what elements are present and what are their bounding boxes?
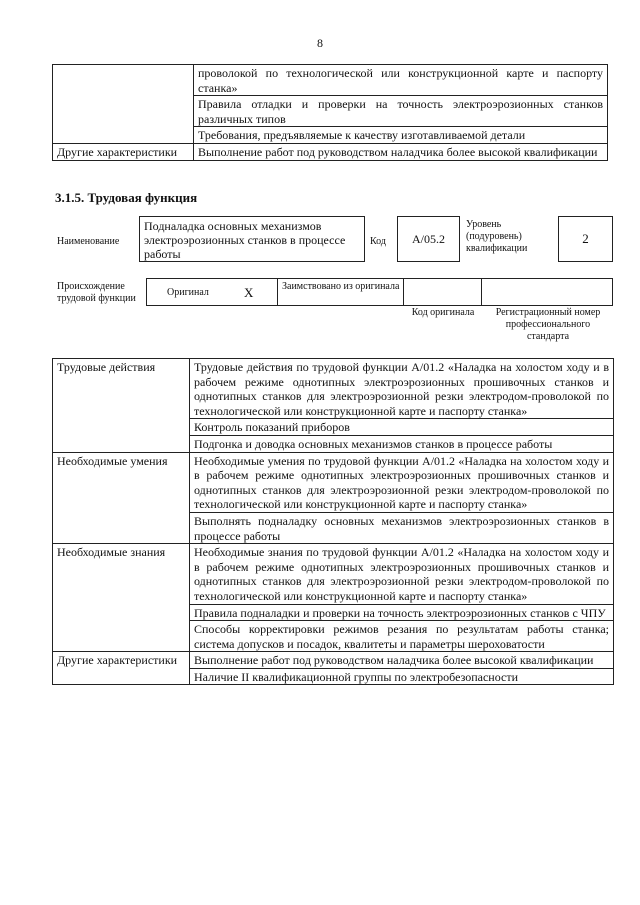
group-label-other: Другие характеристики [53, 652, 190, 685]
row-text: Трудовые действия по трудовой функции А/01.2 «Наладка на холостом ходу и в рабочем режиме однотипных электроэрозионных прошивочных станков и однотипных станков для электроэрозионной резки электродом-проволокой по технологической или конструкционной карте и паспорту станка» [190, 359, 614, 419]
original-mark: X [244, 285, 254, 300]
level-label: Уровень (подуровень) квалификации [466, 219, 528, 254]
function-code: А/05.2 [412, 232, 445, 246]
table-row [53, 359, 614, 419]
page-number: 8 [317, 36, 323, 50]
origin-code-cell [403, 278, 482, 306]
table-row [53, 143, 608, 160]
original-label: Оригинал [167, 287, 209, 298]
row-text: Требования, предъявляемые к качеству изготавливаемой детали [194, 127, 608, 144]
table-row [53, 65, 608, 96]
code-label: Код [370, 236, 386, 247]
row-text: Необходимые умения по трудовой функции А/01.2 «Наладка на холостом ходу и в рабочем режиме однотипных электроэрозионных прошивочных станков и однотипных станков для электроэрозионной резки электродом-проволокой по технологической или конструкционной карте и паспорту станка» [190, 452, 614, 512]
row-text: Выполнение работ под руководством наладчика более высокой квалификации [194, 143, 608, 160]
reg-number-cell [481, 278, 613, 306]
function-name-box [139, 216, 365, 262]
original-cell [146, 278, 278, 306]
section-heading: 3.1.5. Трудовая функция [55, 190, 198, 205]
level-value: 2 [582, 231, 589, 246]
row-text: проволокой по технологической или конструкционной карте и паспорту станка» [194, 65, 608, 96]
row-text: Выполнение работ под руководством наладчика более высокой квалификации [190, 652, 614, 669]
row-text: Необходимые знания по трудовой функции А/01.2 «Наладка на холостом ходу и в рабочем режиме однотипных электроэрозионных прошивочных станков и однотипных станков для электроэрозионной резки электродом-проволокой по технологической или конструкционной карте и паспорту станка» [190, 544, 614, 604]
name-label: Наименование [57, 236, 120, 247]
function-name: Подналадка основных механизмов электроэрозионных станков в процессе работы [144, 219, 346, 261]
origin-label: Происхождение трудовой функции [57, 281, 136, 304]
group-label-knowledge: Необходимые знания [53, 544, 190, 652]
row-label: Другие характеристики [53, 143, 194, 160]
table-row [53, 452, 614, 512]
table-row [53, 652, 614, 669]
row-text: Контроль показаний приборов [190, 419, 614, 436]
row-label [53, 65, 194, 144]
reg-caption: Регистрационный номер профессионального стандарта [495, 307, 601, 342]
table-row [53, 544, 614, 604]
group-label-skills: Необходимые умения [53, 452, 190, 544]
borrowed-cell [277, 278, 404, 306]
group-label-actions: Трудовые действия [53, 359, 190, 453]
top-continuation-table [52, 64, 608, 161]
row-text: Способы корректировки режимов резания по результатам работы станка; система допусков и посадок, квалитеты и параметры шероховатости [190, 621, 614, 652]
row-text: Правила подналадки и проверки на точность электроэрозионных станков с ЧПУ [190, 604, 614, 621]
borrowed-label: Заимствовано из оригинала [282, 281, 400, 292]
labor-function-table [52, 358, 614, 685]
code-caption: Код оригинала [411, 307, 475, 318]
row-text: Наличие II квалификационной группы по электробезопасности [190, 668, 614, 685]
row-text: Выполнять подналадку основных механизмов электроэрозионных станков в процессе работы [190, 512, 614, 543]
row-text: Правила отладки и проверки на точность электроэрозионных станков различных типов [194, 96, 608, 127]
level-box [558, 216, 613, 262]
row-text: Подгонка и доводка основных механизмов станков в процессе работы [190, 435, 614, 452]
function-code-box [397, 216, 460, 262]
